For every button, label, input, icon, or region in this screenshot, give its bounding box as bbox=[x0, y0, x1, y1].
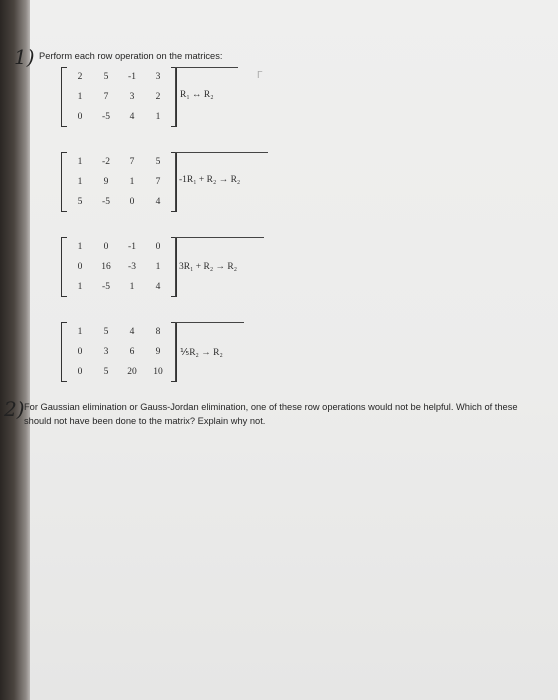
cell: -5 bbox=[102, 197, 110, 207]
cell: 20 bbox=[127, 367, 137, 377]
cell: 0 bbox=[77, 112, 83, 122]
cell: 0 bbox=[77, 367, 83, 377]
cell: 3 bbox=[155, 72, 161, 82]
cell: -1 bbox=[128, 242, 136, 252]
matrix-3 bbox=[67, 237, 171, 297]
problem-2-number: 2) bbox=[4, 397, 25, 421]
cell: 1 bbox=[129, 282, 135, 292]
operation-3: 3R₁ + R₂ → R₂ bbox=[179, 262, 238, 272]
problem-1-text: Perform each row operation on the matrices: bbox=[39, 51, 223, 61]
cell: 1 bbox=[77, 327, 83, 337]
cell: 5 bbox=[103, 367, 109, 377]
cell: 1 bbox=[77, 92, 83, 102]
cell: 7 bbox=[103, 92, 109, 102]
cell: 5 bbox=[77, 197, 83, 207]
operation-4: ⅕R₂ → R₂ bbox=[180, 348, 223, 358]
cell: -1 bbox=[128, 72, 136, 82]
cell: -5 bbox=[102, 112, 110, 122]
cell: 4 bbox=[129, 112, 135, 122]
matrix-1 bbox=[67, 67, 171, 127]
cell: 5 bbox=[103, 327, 109, 337]
operation-2: -1R₁ + R₂ → R₂ bbox=[179, 175, 241, 185]
cell: 9 bbox=[155, 347, 161, 357]
faint-mark: Γ bbox=[257, 70, 263, 81]
cell: 0 bbox=[77, 262, 83, 272]
cell: -2 bbox=[102, 157, 110, 167]
problem-1-number: 1) bbox=[14, 45, 35, 69]
cell: 0 bbox=[77, 347, 83, 357]
cell: 3 bbox=[103, 347, 109, 357]
cell: 1 bbox=[129, 177, 135, 187]
cell: 0 bbox=[155, 242, 161, 252]
cell: 5 bbox=[155, 157, 161, 167]
problem-2-text: For Gaussian elimination or Gauss-Jordan elimination, one of these row operations would not be helpful. Which of these should not have been done to the matrix? Explain why not. bbox=[24, 402, 518, 426]
cell: 1 bbox=[77, 157, 83, 167]
cell: -3 bbox=[128, 262, 136, 272]
cell: 1 bbox=[155, 112, 161, 122]
cell: 7 bbox=[155, 177, 161, 187]
operation-1: R₁ ↔ R₂ bbox=[180, 90, 214, 100]
cell: 1 bbox=[77, 242, 83, 252]
cell: 3 bbox=[129, 92, 135, 102]
cell: 1 bbox=[155, 262, 161, 272]
cell: 4 bbox=[155, 282, 161, 292]
cell: 1 bbox=[77, 282, 83, 292]
cell: 2 bbox=[155, 92, 161, 102]
cell: 8 bbox=[155, 327, 161, 337]
cell: 2 bbox=[77, 72, 83, 82]
cell: 4 bbox=[155, 197, 161, 207]
cell: 0 bbox=[103, 242, 109, 252]
matrix-4 bbox=[67, 322, 171, 382]
cell: 4 bbox=[129, 327, 135, 337]
cell: 5 bbox=[103, 72, 109, 82]
cell: 6 bbox=[129, 347, 135, 357]
matrix-2 bbox=[67, 152, 171, 212]
cell: -5 bbox=[102, 282, 110, 292]
cell: 9 bbox=[103, 177, 109, 187]
cell: 0 bbox=[129, 197, 135, 207]
cell: 7 bbox=[129, 157, 135, 167]
cell: 16 bbox=[101, 262, 111, 272]
cell: 10 bbox=[153, 367, 163, 377]
cell: 1 bbox=[77, 177, 83, 187]
